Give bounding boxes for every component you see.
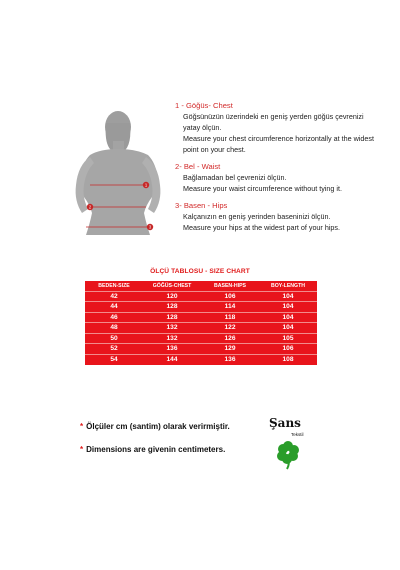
measurement-instructions bbox=[175, 100, 375, 239]
marker-2 bbox=[87, 204, 93, 210]
header-chest: GÖĞÜS-CHEST bbox=[152, 282, 192, 289]
cell-hips: 129 bbox=[201, 344, 259, 355]
table-row bbox=[85, 312, 317, 323]
instruction-chest bbox=[175, 100, 375, 155]
marker-1 bbox=[143, 182, 149, 188]
cell-chest: 120 bbox=[143, 291, 201, 302]
cell-length: 104 bbox=[259, 323, 317, 334]
star-marker: * bbox=[80, 422, 84, 431]
instruction-text-en: Measure your waist circumference without tying it. bbox=[183, 184, 342, 193]
table-row bbox=[85, 323, 317, 334]
cell-length: 104 bbox=[259, 302, 317, 313]
instruction-text-tr: Kalçanızın en geniş yerinden baseninizi ölçün. bbox=[183, 212, 331, 221]
instruction-title: 2- Bel - Waist bbox=[175, 162, 221, 171]
cell-chest: 132 bbox=[143, 323, 201, 334]
size-chart-table bbox=[85, 281, 317, 365]
cell-size: 46 bbox=[85, 312, 143, 323]
svg-text:3: 3 bbox=[148, 224, 152, 230]
notes bbox=[80, 422, 230, 468]
instruction-hips bbox=[175, 200, 375, 233]
cell-size: 48 bbox=[85, 323, 143, 334]
cell-length: 105 bbox=[259, 333, 317, 344]
cell-size: 44 bbox=[85, 302, 143, 313]
instruction-waist bbox=[175, 161, 375, 194]
note-en bbox=[80, 445, 230, 454]
size-chart-title: ÖLÇÜ TABLOSU - SIZE CHART bbox=[150, 268, 250, 275]
instruction-title: 3- Basen - Hips bbox=[175, 201, 228, 210]
instruction-title: 1 - Göğüs- Chest bbox=[175, 101, 233, 110]
note-text: Dimensions are givenin centimeters. bbox=[86, 445, 226, 454]
cell-length: 106 bbox=[259, 344, 317, 355]
table-row bbox=[85, 344, 317, 355]
cell-size: 42 bbox=[85, 291, 143, 302]
table-row bbox=[85, 291, 317, 302]
logo-name: Şans bbox=[269, 416, 301, 430]
instruction-text-tr: Göğsünüzün üzerindeki en geniş yerden göğüs çevrenizi yatay ölçün. bbox=[183, 112, 364, 132]
cell-length: 104 bbox=[259, 312, 317, 323]
cell-hips: 126 bbox=[201, 333, 259, 344]
instruction-text-en: Measure your chest circumference horizontally at the widest point on your chest. bbox=[183, 134, 374, 154]
star-marker: * bbox=[80, 445, 84, 454]
cell-chest: 144 bbox=[143, 354, 201, 365]
body-silhouette bbox=[60, 105, 175, 245]
header-size: BEDEN-SIZE bbox=[98, 282, 130, 289]
table-header-row bbox=[85, 281, 317, 291]
cell-hips: 106 bbox=[201, 291, 259, 302]
cell-chest: 128 bbox=[143, 302, 201, 313]
table-row bbox=[85, 333, 317, 344]
svg-text:2: 2 bbox=[88, 204, 92, 210]
cell-hips: 122 bbox=[201, 323, 259, 334]
cell-size: 54 bbox=[85, 354, 143, 365]
cell-chest: 132 bbox=[143, 333, 201, 344]
brand-logo bbox=[267, 416, 317, 476]
svg-text:1: 1 bbox=[144, 182, 148, 188]
marker-3 bbox=[147, 224, 153, 230]
table-row bbox=[85, 302, 317, 313]
cell-chest: 136 bbox=[143, 344, 201, 355]
cell-hips: 136 bbox=[201, 354, 259, 365]
clover-icon bbox=[273, 440, 303, 470]
cell-length: 108 bbox=[259, 354, 317, 365]
cell-hips: 114 bbox=[201, 302, 259, 313]
note-tr bbox=[80, 422, 230, 431]
cell-size: 50 bbox=[85, 333, 143, 344]
cell-chest: 128 bbox=[143, 312, 201, 323]
cell-length: 104 bbox=[259, 291, 317, 302]
cell-hips: 118 bbox=[201, 312, 259, 323]
note-text: Ölçüler cm (santim) olarak verirmiştir. bbox=[86, 422, 230, 431]
instruction-text-en: Measure your hips at the widest part of your hips. bbox=[183, 223, 341, 232]
header-length: BOY-LENGTH bbox=[270, 282, 305, 289]
table-row bbox=[85, 354, 317, 365]
cell-size: 52 bbox=[85, 344, 143, 355]
logo-sub: Tekstil bbox=[291, 432, 304, 437]
header-hips: BASEN-HIPS bbox=[214, 282, 246, 289]
instruction-text-tr: Bağlamadan bel çevrenizi ölçün. bbox=[183, 173, 287, 182]
